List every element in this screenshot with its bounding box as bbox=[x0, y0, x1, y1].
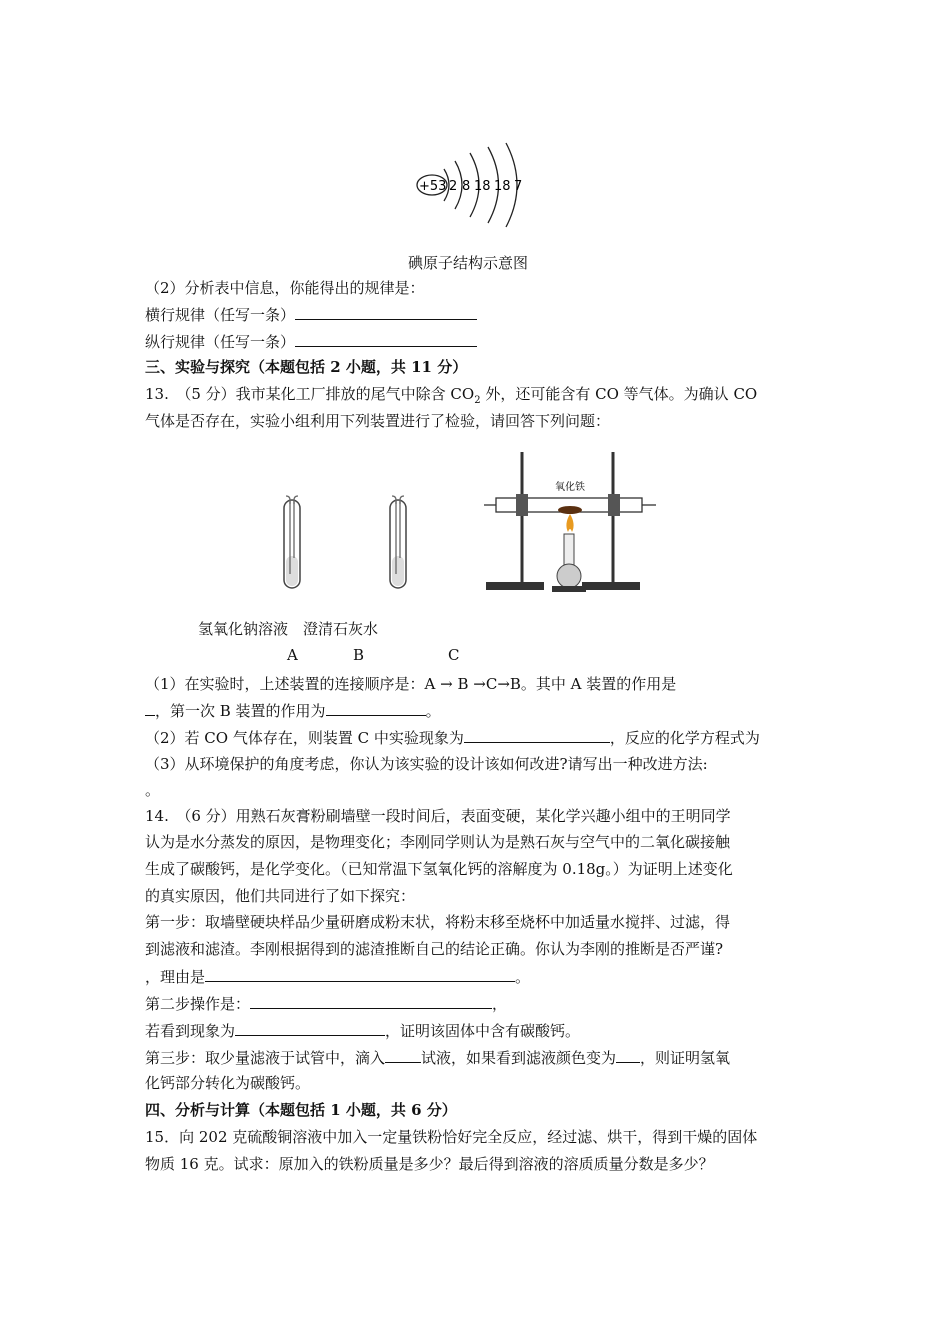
q14-reagent-blank bbox=[385, 1047, 421, 1063]
q14-l9-a: 若看到现象为 bbox=[145, 1022, 236, 1040]
shell-1-count: 2 bbox=[449, 179, 458, 194]
q14-l7-b: 。 bbox=[515, 968, 531, 986]
section4-heading: 四、分析与计算（本题包括 1 小题，共 6 分） bbox=[145, 1101, 457, 1119]
q14-line3: 生成了碳酸钙，是化学变化。（已知常温下氢氧化钙的溶解度为 0.18g。）为证明上述变化 bbox=[145, 860, 733, 878]
shell-3-count: 18 bbox=[474, 179, 491, 194]
q14-l10-a: 第三步：取少量滤液于试管中，滴入 bbox=[145, 1049, 386, 1067]
q14-line4: 的真实原因，他们共同进行了如下探究： bbox=[145, 887, 416, 905]
q13-intro-line2: 气体是否存在，实验小组利用下列装置进行了检验，请回答下列问题： bbox=[145, 412, 611, 430]
q14-l8-a: 第二步操作是： bbox=[145, 995, 251, 1013]
q12-vertical-rule bbox=[145, 331, 477, 352]
q14-line6: 到滤液和滤渣。李刚根据得到的滤渣推断自己的结论正确。你认为李刚的推断是否严谨? bbox=[145, 940, 724, 958]
q14-line11: 化钙部分转化为碳酸钙。 bbox=[145, 1074, 311, 1092]
q14-l7-a: ，理由是 bbox=[145, 968, 206, 986]
q12-horizontal-blank bbox=[295, 304, 477, 320]
q13-intro-line1 bbox=[145, 384, 757, 411]
q13-p1-tail: 。 bbox=[425, 702, 441, 720]
q15-line1: 15．向 202 克硫酸铜溶液中加入一定量铁粉恰好完全反应，经过滤、烘干，得到干燥的固体 bbox=[145, 1128, 758, 1146]
q13-p1-blank2 bbox=[326, 700, 426, 716]
shell-2-count: 8 bbox=[462, 179, 471, 194]
nucleus-charge: +53 bbox=[419, 179, 447, 194]
apparatus-label-b: B bbox=[353, 646, 365, 664]
q13-p3-line: （3）从环境保护的角度考虑，你认为该实验的设计该如何改进?请写出一种改进方法: bbox=[145, 755, 708, 773]
q14-color-blank bbox=[616, 1047, 640, 1063]
iron-oxide-label: 氧化铁 bbox=[555, 482, 585, 493]
q13-intro-a: 13. （5 分）我市某化工厂排放的尾气中除含 CO bbox=[145, 385, 475, 403]
q14-line7 bbox=[145, 966, 530, 987]
q14-line2: 认为是水分蒸发的原因，是物理变化；李刚同学则认为是熟石灰与空气中的二氧化碳接触 bbox=[145, 833, 731, 851]
q13-intro-subscript: 2 bbox=[474, 395, 481, 406]
q14-reason-blank bbox=[205, 966, 515, 982]
apparatus-c bbox=[484, 452, 656, 592]
apparatus-label-a: A bbox=[287, 646, 298, 664]
q14-step2-blank bbox=[250, 993, 492, 1009]
q14-line5: 第一步：取墙壁硬块样品少量研磨成粉末状，将粉末移至烧杯中加适量水搅拌、过滤，得 bbox=[145, 913, 731, 931]
q13-p2-b: ，反应的化学方程式为 bbox=[609, 729, 760, 747]
apparatus-figure bbox=[270, 448, 670, 596]
q14-line1: 14. （6 分）用熟石灰膏粉刷墙壁一段时间后，表面变硬，某化学兴趣小组中的王明同学 bbox=[145, 807, 731, 825]
q13-p2-a: （2）若 CO 气体存在，则装置 C 中实验现象为 bbox=[145, 729, 464, 747]
shell-4-count: 18 bbox=[494, 179, 511, 194]
atom-diagram-caption: 碘原子结构示意图 bbox=[408, 254, 529, 272]
q12-vertical-label: 纵行规律（任写一条） bbox=[145, 333, 296, 351]
q14-l10-b: 试液，如果看到滤液颜色变为 bbox=[421, 1049, 617, 1067]
q13-p2-line bbox=[145, 727, 760, 748]
q12-horizontal-label: 横行规律（任写一条） bbox=[145, 306, 296, 324]
shell-5-count: 7 bbox=[514, 179, 523, 194]
q12-horizontal-rule bbox=[145, 304, 477, 325]
q14-l9-b: ，证明该固体中含有碳酸钙。 bbox=[385, 1022, 581, 1040]
q14-line8 bbox=[145, 993, 507, 1014]
q13-p1-b: ，第一次 B 装置的作用为 bbox=[155, 702, 326, 720]
q14-l8-b: ， bbox=[492, 995, 508, 1013]
q13-p1-line2 bbox=[145, 700, 441, 721]
q13-intro-b: 外，还可能含有 CO 等气体。为确认 CO bbox=[480, 385, 758, 403]
apparatus-label-c: C bbox=[448, 646, 460, 664]
q12-part2: （2）分析表中信息，你能得出的规律是： bbox=[145, 279, 425, 297]
q15-line2: 物质 16 克。试求：原加入的铁粉质量是多少？最后得到溶液的溶质质量分数是多少？ bbox=[145, 1155, 714, 1173]
q13-p3-end: 。 bbox=[145, 781, 161, 799]
q13-p1-line1: （1）在实验时，上述装置的连接顺序是：A → B →C→B。其中 A 装置的作用是 bbox=[145, 675, 677, 693]
iodine-atom-diagram bbox=[410, 135, 540, 230]
q14-line9 bbox=[145, 1020, 580, 1041]
test-tube-b bbox=[390, 496, 406, 588]
q14-l10-c: ，则证明氢氧 bbox=[640, 1049, 731, 1067]
q12-vertical-blank bbox=[295, 331, 477, 347]
q14-phenomenon-blank bbox=[235, 1020, 385, 1036]
section3-heading: 三、实验与探究（本题包括 2 小题，共 11 分） bbox=[145, 358, 468, 376]
q13-p1-blank1 bbox=[145, 700, 155, 716]
q14-line10 bbox=[145, 1047, 730, 1068]
q13-p2-blank bbox=[464, 727, 610, 743]
test-tube-a bbox=[284, 496, 300, 588]
apparatus-ab-labels: 氢氧化钠溶液 澄清石灰水 bbox=[198, 620, 379, 638]
